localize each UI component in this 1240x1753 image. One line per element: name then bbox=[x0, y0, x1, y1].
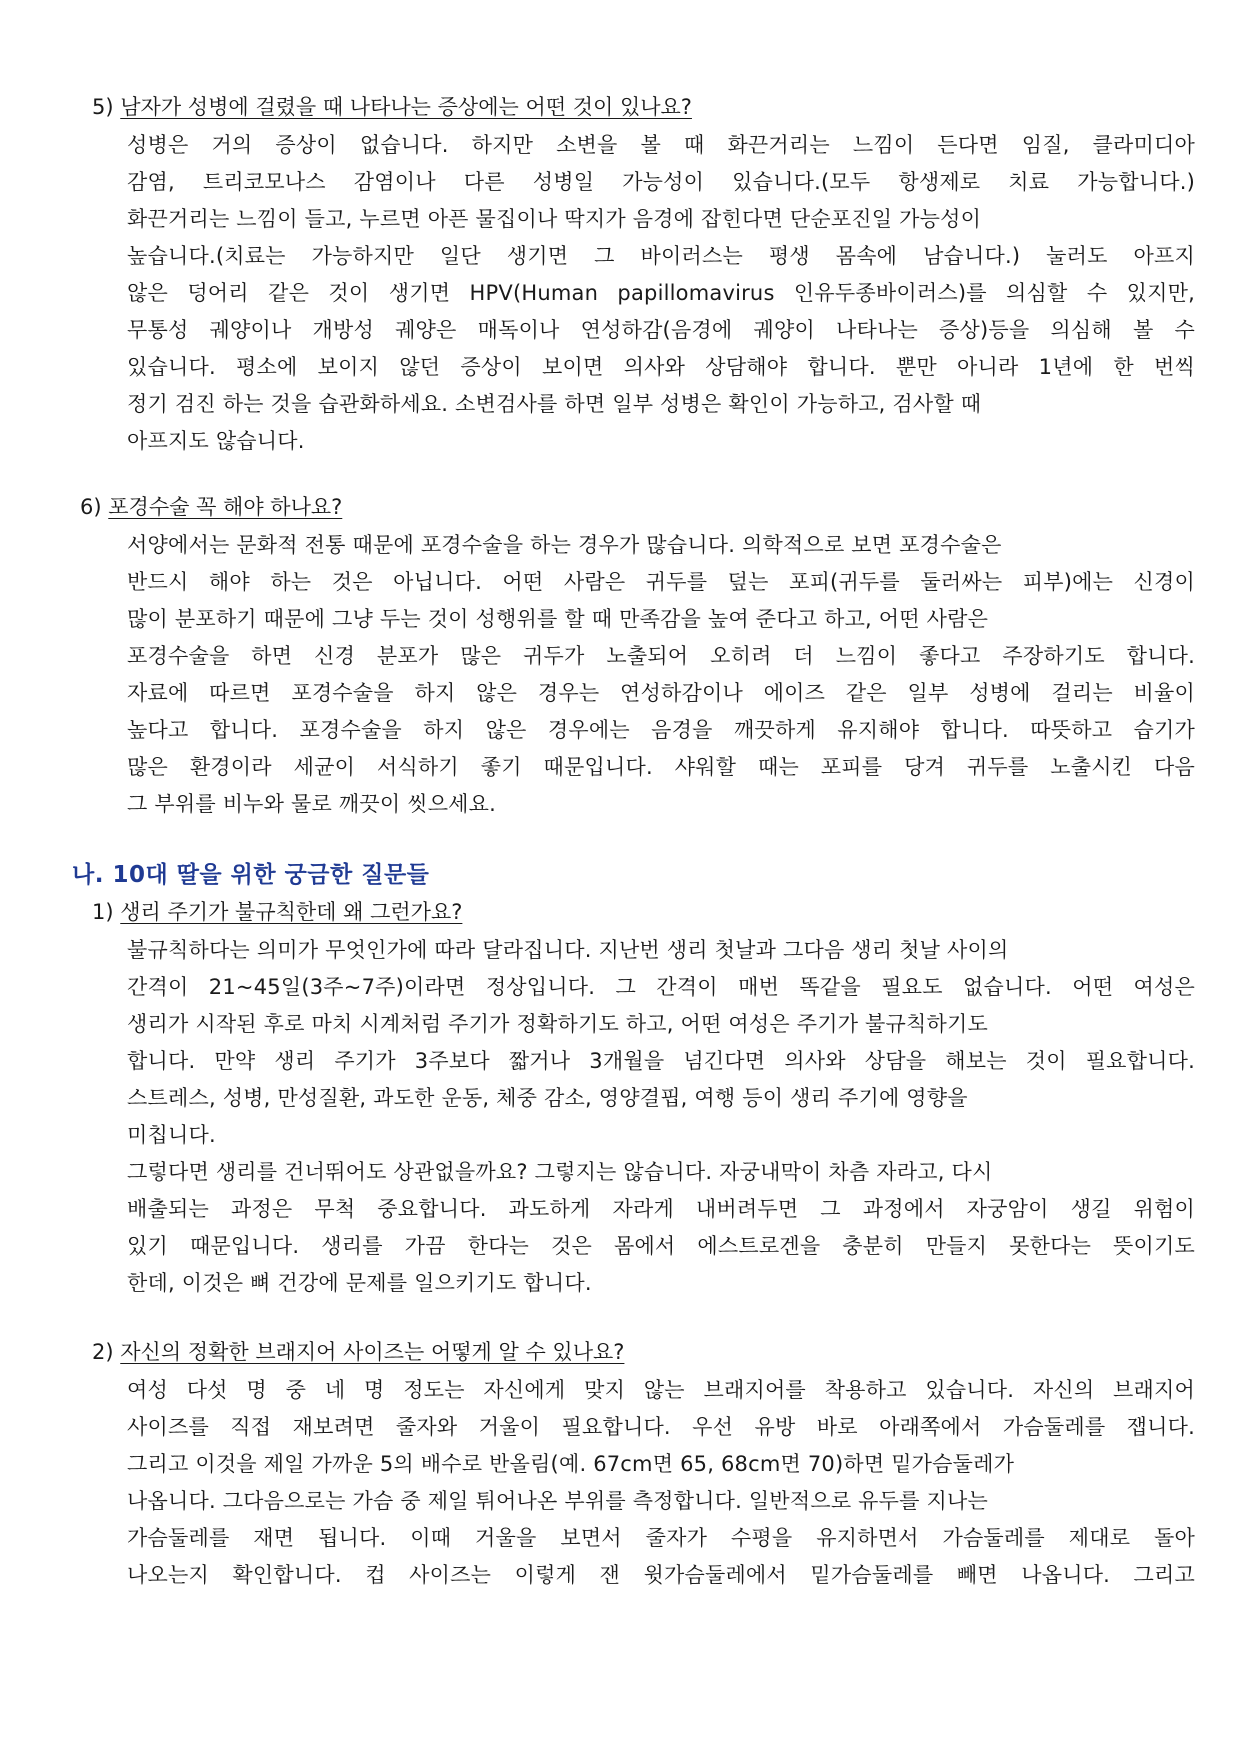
answer-line: 불규칙하다는 의미가 무엇인가에 따라 달라집니다. 지난번 생리 첫날과 그다음 생리 첫날 사이의 bbox=[127, 938, 1009, 962]
answer-line: 사이즈를 직접 재보려면 줄자와 거울이 필요합니다. 우선 유방 바로 아래쪽에서 가슴둘레를 잽니다. bbox=[127, 1415, 1195, 1439]
answer-line: 생리가 시작된 후로 마치 시계처럼 주기가 정확하기도 하고, 어떤 여성은 주기가 불규칙하기도 bbox=[127, 1012, 988, 1036]
question-5-answer bbox=[127, 127, 1195, 460]
answer-line: 합니다. 만약 생리 주기가 3주보다 짧거나 3개월을 넘긴다면 의사와 상담을 해보는 것이 필요합니다. bbox=[127, 1049, 1195, 1073]
answer-line: 않은 덩어리 같은 것이 생기면 HPV(Human papillomavirus 인유두종바이러스)를 의심할 수 있지만, bbox=[127, 281, 1195, 305]
question-6-heading bbox=[80, 493, 342, 521]
answer-line: 포경수술을 하면 신경 분포가 많은 귀두가 노출되어 오히려 더 느낌이 좋다고 주장하기도 합니다. bbox=[127, 644, 1195, 668]
question-6-answer bbox=[127, 527, 1195, 823]
section-heading: 나. 10대 딸을 위한 궁금한 질문들 bbox=[72, 862, 430, 888]
question-title: 남자가 성병에 걸렸을 때 나타나는 증상에는 어떤 것이 있나요? bbox=[120, 95, 692, 119]
daughter-question-2-heading bbox=[92, 1338, 624, 1366]
answer-line: 많은 환경이라 세균이 서식하기 좋기 때문입니다. 샤워할 때는 포피를 당겨 귀두를 노출시킨 다음 bbox=[127, 755, 1195, 779]
question-number: 2) bbox=[92, 1340, 114, 1364]
answer-line: 무통성 궤양이나 개방성 궤양은 매독이나 연성하감(음경에 궤양이 나타나는 증상)등을 의심해 볼 수 bbox=[127, 318, 1195, 342]
answer-line: 그 부위를 비누와 물로 깨끗이 씻으세요. bbox=[127, 792, 497, 816]
answer-line: 있습니다. 평소에 보이지 않던 증상이 보이면 의사와 상담해야 합니다. 뿐만 아니라 1년에 한 번씩 bbox=[127, 355, 1195, 379]
answer-line: 성병은 거의 증상이 없습니다. 하지만 소변을 볼 때 화끈거리는 느낌이 든다면 임질, 클라미디아 bbox=[127, 133, 1195, 157]
question-number: 5) bbox=[92, 95, 114, 119]
answer-line: 서양에서는 문화적 전통 때문에 포경수술을 하는 경우가 많습니다. 의학적으로 보면 포경수술은 bbox=[127, 533, 1002, 557]
answer-line: 간격이 21~45일(3주~7주)이라면 정상입니다. 그 간격이 매번 똑같을 필요도 없습니다. 어떤 여성은 bbox=[127, 975, 1195, 999]
daughter-question-1-heading bbox=[92, 898, 462, 926]
answer-line: 있기 때문입니다. 생리를 가끔 한다는 것은 몸에서 에스트로겐을 충분히 만들지 못한다는 뜻이기도 bbox=[127, 1234, 1195, 1258]
answer-line: 그렇다면 생리를 건너뛰어도 상관없을까요? 그렇지는 않습니다. 자궁내막이 차츰 자라고, 다시 bbox=[127, 1160, 993, 1184]
question-5-heading bbox=[92, 93, 692, 121]
answer-line: 가슴둘레를 재면 됩니다. 이때 거울을 보면서 줄자가 수평을 유지하면서 가슴둘레를 제대로 돌아 bbox=[127, 1526, 1195, 1550]
daughter-question-2-answer bbox=[127, 1372, 1195, 1594]
answer-line: 미칩니다. bbox=[127, 1123, 216, 1147]
answer-line: 높습니다.(치료는 가능하지만 일단 생기면 그 바이러스는 평생 몸속에 남습니다.) 눌러도 아프지 bbox=[127, 244, 1195, 268]
answer-line: 나옵니다. 그다음으로는 가슴 중 제일 튀어나온 부위를 측정합니다. 일반적으로 유두를 지나는 bbox=[127, 1489, 988, 1513]
question-title: 생리 주기가 불규칙한데 왜 그런가요? bbox=[120, 900, 463, 924]
daughter-question-1-answer bbox=[127, 932, 1195, 1302]
answer-line: 자료에 따르면 포경수술을 하지 않은 경우는 연성하감이나 에이즈 같은 일부 성병에 걸리는 비율이 bbox=[127, 681, 1195, 705]
answer-line: 반드시 해야 하는 것은 아닙니다. 어떤 사람은 귀두를 덮는 포피(귀두를 둘러싸는 피부)에는 신경이 bbox=[127, 570, 1195, 594]
answer-line: 나오는지 확인합니다. 컵 사이즈는 이렇게 잰 윗가슴둘레에서 밑가슴둘레를 빼면 나옵니다. 그리고 bbox=[127, 1563, 1195, 1587]
answer-line: 감염, 트리코모나스 감염이나 다른 성병일 가능성이 있습니다.(모두 항생제로 치료 가능합니다.) bbox=[127, 170, 1195, 194]
answer-line: 많이 분포하기 때문에 그냥 두는 것이 성행위를 할 때 만족감을 높여 준다고 하고, 어떤 사람은 bbox=[127, 607, 989, 631]
question-title: 자신의 정확한 브래지어 사이즈는 어떻게 알 수 있나요? bbox=[120, 1340, 625, 1364]
answer-line: 한데, 이것은 뼈 건강에 문제를 일으키기도 합니다. bbox=[127, 1271, 592, 1295]
answer-line: 화끈거리는 느낌이 들고, 누르면 아픈 물집이나 딱지가 음경에 잡힌다면 단순포진일 가능성이 bbox=[127, 207, 982, 231]
answer-line: 여성 다섯 명 중 네 명 정도는 자신에게 맞지 않는 브래지어를 착용하고 있습니다. 자신의 브래지어 bbox=[127, 1378, 1195, 1402]
question-number: 6) bbox=[80, 495, 102, 519]
question-title: 포경수술 꼭 해야 하나요? bbox=[108, 495, 343, 519]
question-number: 1) bbox=[92, 900, 114, 924]
answer-line: 높다고 합니다. 포경수술을 하지 않은 경우에는 음경을 깨끗하게 유지해야 합니다. 따뜻하고 습기가 bbox=[127, 718, 1195, 742]
answer-line: 배출되는 과정은 무척 중요합니다. 과도하게 자라게 내버려두면 그 과정에서 자궁암이 생길 위험이 bbox=[127, 1197, 1195, 1221]
answer-line: 정기 검진 하는 것을 습관화하세요. 소변검사를 하면 일부 성병은 확인이 가능하고, 검사할 때 bbox=[127, 392, 982, 416]
answer-line: 아프지도 않습니다. bbox=[127, 429, 305, 453]
answer-line: 그리고 이것을 제일 가까운 5의 배수로 반올림(예. 67cm면 65, 68cm면 70)하면 밑가슴둘레가 bbox=[127, 1452, 1015, 1476]
answer-line: 스트레스, 성병, 만성질환, 과도한 운동, 체중 감소, 영양결핍, 여행 등이 생리 주기에 영향을 bbox=[127, 1086, 968, 1110]
